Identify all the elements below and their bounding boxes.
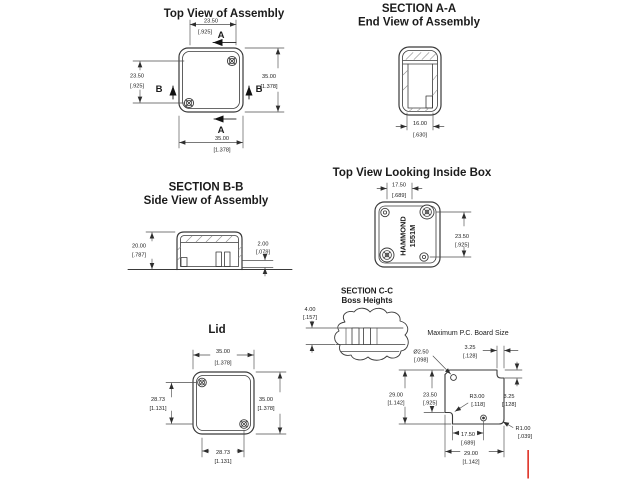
section-bb-dim-height-in: [.787]: [132, 252, 146, 259]
inside-box-dim-top-mm: 17.50: [392, 182, 406, 189]
section-aa-dim-in: [.630]: [413, 132, 427, 139]
section-aa-linework: [396, 47, 444, 130]
pcb-dim-notch-top-in: [.128]: [463, 353, 477, 360]
pcb-dim-radius-step-in: [.118]: [471, 402, 485, 408]
section-b-label-right: B: [255, 84, 263, 95]
pcb-title: Maximum P.C. Board Size: [427, 330, 509, 337]
pcb-dim-notch-right-in: [.128]: [502, 402, 516, 408]
pcb-dim-bottom-in: [1.142]: [462, 459, 480, 466]
top-view-dim-bottom-in: [1.378]: [213, 147, 231, 154]
pcb-dim-left-outer-mm: 29.00: [389, 392, 403, 399]
pcb-dim-notch-top-mm: 3.25: [464, 345, 476, 351]
pcb-dim-hole-mm: Ø2.50: [413, 349, 429, 356]
lid-dim-left-in: [1.131]: [149, 406, 167, 412]
lid-dim-right-mm: 35.00: [259, 397, 273, 403]
top-view-dim-right-in: [1.378]: [260, 84, 278, 90]
pcb-dim-radius-corner-in: [.039]: [518, 434, 532, 440]
section-aa-title: SECTION A-A: [381, 3, 457, 15]
section-bb-title: SECTION B-B: [168, 181, 244, 194]
section-cc-boss-heights: [303, 287, 408, 361]
section-aa-dim-mm: 16.00: [413, 121, 427, 127]
lid-view: [149, 324, 286, 465]
lid-title: Lid: [208, 324, 226, 336]
section-cc-subtitle: Boss Heights: [341, 296, 393, 305]
top-view-dim-top-mm: 23.50: [204, 18, 218, 25]
lid-dim-bottom-in: [1.131]: [214, 459, 232, 465]
top-view-title: Top View of Assembly: [163, 8, 285, 20]
pcb-dim-left-inner-in: [.925]: [423, 400, 437, 407]
section-cc-linework: [306, 308, 408, 360]
section-cc-dim-in: [.157]: [303, 315, 317, 321]
lid-dim-top-in: [1.378]: [214, 360, 232, 367]
top-view-dim-top-in: [.925]: [198, 29, 212, 36]
pcb-dim-radius-step-mm: R3.00: [469, 394, 485, 400]
top-view-of-assembly: [130, 8, 285, 154]
pcb-dim-left-inner-mm: 23.50: [423, 392, 437, 399]
lid-dim-top-mm: 35.00: [216, 349, 230, 355]
lid-dim-right-in: [1.378]: [257, 406, 275, 412]
section-aa-end-view: [358, 3, 481, 139]
pcb-dim-notch-right-mm: 3.25: [503, 394, 515, 400]
model-text: 1551M: [408, 224, 417, 248]
top-view-dim-right-mm: 35.00: [262, 74, 276, 80]
section-bb-dim-height-mm: 20.00: [132, 243, 146, 250]
pcb-dim-bottom-mm: 29.00: [464, 451, 478, 457]
inside-box-dim-right-in: [.925]: [455, 242, 469, 249]
section-b-label-left: B: [155, 84, 163, 95]
top-view-dim-bottom-mm: 35.00: [215, 136, 229, 142]
section-bb-side-view: [128, 182, 292, 277]
section-bb-subtitle: Side View of Assembly: [143, 195, 269, 207]
inside-box-dim-right-mm: 23.50: [455, 234, 469, 240]
pcb-dim-left-outer-in: [1.142]: [387, 400, 405, 407]
inside-box-dim-top-in: [.689]: [392, 193, 406, 199]
section-bb-dim-lip-mm: 2.00: [257, 241, 269, 248]
top-view-dim-left-in: [.925]: [130, 83, 144, 90]
section-cc-dim-mm: 4.00: [304, 307, 316, 313]
section-cc-title: SECTION C-C: [341, 286, 393, 296]
section-aa-subtitle: End View of Assembly: [357, 16, 481, 29]
section-a-label-top: A: [217, 30, 225, 41]
top-view-dim-left-mm: 23.50: [130, 73, 144, 80]
brand-text: HAMMOND: [398, 216, 408, 256]
inside-box-title: Top View Looking Inside Box: [332, 167, 492, 179]
pcb-dim-hole-offset-mm: 17.50: [461, 432, 475, 438]
pcb-dim-radius-corner-mm: R1.00: [515, 426, 531, 432]
pcb-dim-hole-in: [.098]: [414, 357, 428, 364]
red-marker-line: [527, 450, 529, 479]
pcb-dim-hole-offset-in: [.689]: [461, 440, 475, 447]
section-a-label-bottom: A: [217, 125, 225, 136]
inside-box-linework: [375, 183, 471, 267]
top-view-inside-box: [333, 167, 492, 267]
section-bb-dim-lip-in: [.079]: [256, 249, 270, 256]
lid-dim-left-mm: 28.73: [151, 397, 165, 403]
lid-dim-bottom-mm: 28.73: [216, 450, 230, 456]
pcb-view: [387, 330, 532, 479]
